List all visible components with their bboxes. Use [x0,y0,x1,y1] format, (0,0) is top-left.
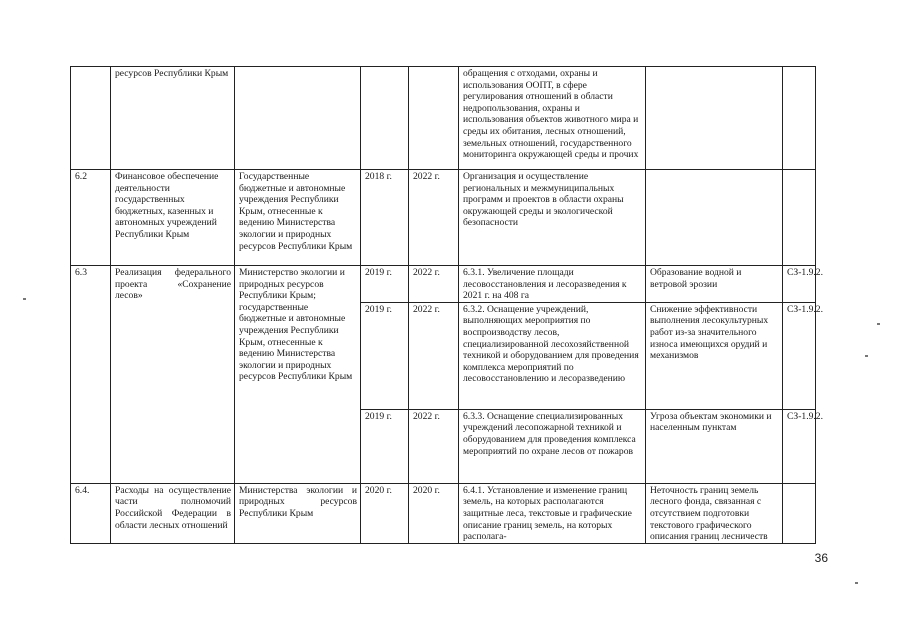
cell-name: Финансовое обеспечение деятельности государственных бюджетных, казенных и автономных учреждений Республики Крым [111,170,235,266]
cell-risk: Угроза объектам экономики и населенным пунктам [646,409,783,483]
table-row [71,170,816,266]
page-number: 36 [814,551,828,565]
cell-end: 2020 г. [409,483,459,543]
cell-num [71,67,111,170]
cell-code [783,483,816,543]
cell-task: 6.3.2. Оснащение учреждений, выполняющих мероприятия по воспроизводству лесов, специализированной лесохозяйственной техникой и оборудованием для проведения комплекса мероприятий по лесовосстановлению и лесоразведению [459,302,646,409]
cell-code [783,170,816,266]
cell-end: 2022 г. [409,170,459,266]
measures-table [70,66,823,544]
cell-task: 6.4.1. Установление и изменение границ земель, на которых располагаются защитные леса, текстовые и графические описание границ земель, на которых располага- [459,483,646,543]
cell-start: 2019 г. [361,302,409,409]
scan-speck [23,298,26,300]
cell-task: Организация и осуществление региональных и межмуниципальных программ и проектов в области охраны окружающей среды и экологической безопасности [459,170,646,266]
cell-risk: Образование водной и ветровой эрозии [646,266,783,303]
cell-end: 2022 г. [409,302,459,409]
cell-risk [646,67,783,170]
cell-task: 6.3.1. Увеличение площади лесовосстановления и лесоразведения к 2021 г. на 408 га [459,266,646,303]
cell-start: 2019 г. [361,266,409,303]
cell-executor: Министерство экологии и природных ресурсов Республики Крым; государственные бюджетные и автономные учреждения Республики Крым, отнесенные к ведению Министерства экологии и природных ресурсов Республики Крым [235,266,361,484]
cell-num: 6.2 [71,170,111,266]
cell-num: 6.4. [71,483,111,543]
cell-start: 2020 г. [361,483,409,543]
cell-end: 2022 г. [409,409,459,483]
cell-executor [235,67,361,170]
scan-speck [865,355,868,357]
cell-start: 2018 г. [361,170,409,266]
cell-task: обращения с отходами, охраны и использования ООПТ, в сфере регулирования отношений в области недропользования, охраны и использования объектов животного мира и среды их обитания, лесных отношений, земельных отношений, государственного мониторинга окружающей среды и прочих [459,67,646,170]
cell-name: ресурсов Республики Крым [111,67,235,170]
cell-end: 2022 г. [409,266,459,303]
cell-code: СЗ-1.9.2. [783,302,816,409]
cell-end [409,67,459,170]
cell-num: 6.3 [71,266,111,484]
cell-risk: Снижение эффективности выполнения лесокультурных работ из-за значительного износа имеющихся орудий и механизмов [646,302,783,409]
cell-code [783,67,816,170]
cell-risk: Неточность границ земель лесного фонда, связанная с отсутствием подготовки текстового графического описания границ лесничеств [646,483,783,543]
scan-speck [855,582,858,584]
cell-task: 6.3.3. Оснащение специализированных учреждений лесопожарной техникой и оборудованием для проведения комплекса мероприятий по охране лесов от пожаров [459,409,646,483]
cell-code: СЗ-1.9.2. [783,266,816,303]
table-row [71,266,816,303]
cell-risk [646,170,783,266]
cell-executor: Министерства экологии и природных ресурсов Республики Крым [235,483,361,543]
cell-start [361,67,409,170]
cell-start: 2019 г. [361,409,409,483]
cell-code: СЗ-1.9.2. [783,409,816,483]
cell-name: Реализация федерального проекта «Сохранение лесов» [111,266,235,484]
cell-executor: Государственные бюджетные и автономные учреждения Республики Крым, отнесенные к ведению Министерства экологии и природных ресурсов Республики Крым [235,170,361,266]
table-row [71,483,816,543]
cell-name: Расходы на осуществление части полномочий Российской Федерации в области лесных отношений [111,483,235,543]
table-row [71,67,816,170]
scan-speck [877,323,880,325]
